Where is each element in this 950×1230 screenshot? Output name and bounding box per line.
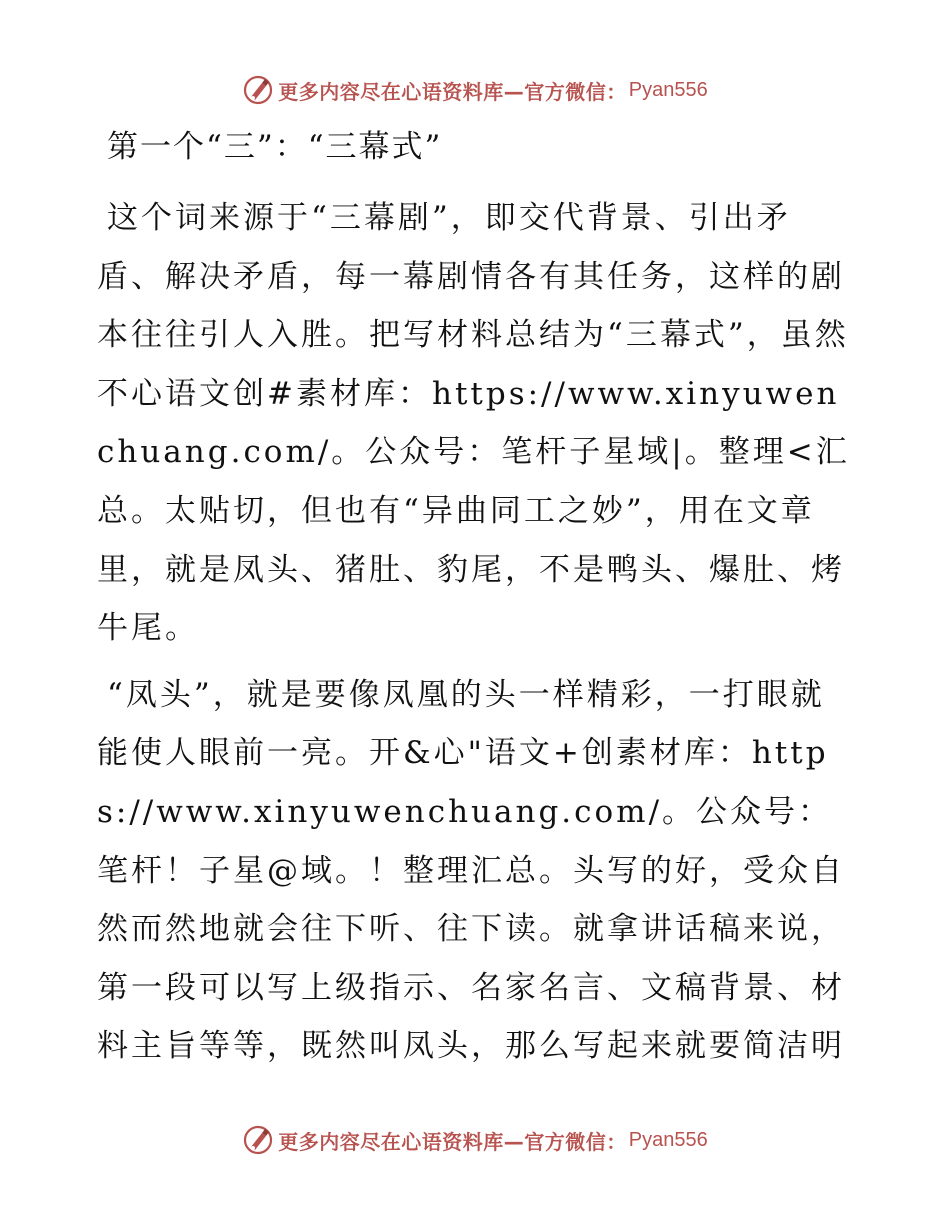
banner-text: 更多内容尽在心语资料库—官方微信： [278, 79, 627, 104]
paragraph-1: 这个词来源于“三幕剧”，即交代背景、引出矛盾、解决矛盾，每一幕剧情各有其任务，这样的剧本往往引人入胜。把写材料总结为“三幕式”，虽然不心语文创#素材库：https://www.xinyuwenchuang.com/。公众号：笔杆子星域|。整理<汇总。太贴切，但也有“异曲同工之妙”，用在文章里，就是凤头、猪肚、豹尾，不是鸭头、爆肚、烤牛尾。 [97, 200, 850, 647]
document-body [97, 117, 857, 1076]
section-heading: 第一个“三”：“三幕式” [107, 129, 443, 165]
banner-wechat-id: Pyan556 [628, 78, 708, 101]
banner-wechat-id: Pyan556 [628, 1128, 708, 1151]
pen-logo-icon [242, 74, 274, 106]
footer-watermark-banner [0, 1120, 950, 1160]
pen-logo-icon [242, 1124, 274, 1156]
paragraph-2: “凤头”，就是要像凤凰的头一样精彩，一打眼就能使人眼前一亮。开&心"语文+创素材库：https://www.xinyuwenchuang.com/。公众号：笔杆！子星@域。！整理汇总。头写的好，受众自然而然地就会往下听、往下读。就拿讲话稿来说，第一段可以写上级指示、名家名言、文稿背景、材料主旨等等，既然叫凤头，那么写起来就要简洁明 [97, 676, 845, 1065]
banner-text: 更多内容尽在心语资料库—官方微信： [278, 1129, 627, 1154]
header-watermark-banner [0, 70, 950, 110]
